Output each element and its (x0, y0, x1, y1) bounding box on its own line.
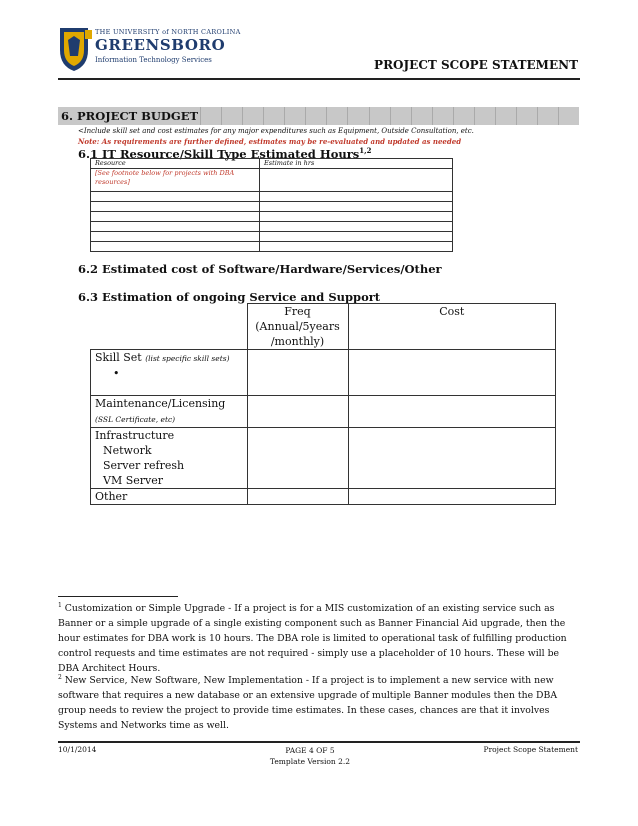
resource-cell[interactable] (91, 192, 260, 202)
header-divider (58, 78, 580, 80)
frequency-cell[interactable] (247, 350, 348, 396)
empty-corner-cell (91, 304, 248, 350)
table-row (91, 232, 453, 242)
estimate-cell[interactable] (260, 212, 453, 222)
estimate-cell[interactable] (260, 169, 453, 192)
frequency-cell[interactable] (247, 489, 348, 505)
table-row (91, 222, 453, 232)
footer-date: 10/1/2014 (58, 745, 97, 754)
cost-cell[interactable] (348, 396, 556, 428)
heading-6-3: 6.3 Estimation of ongoing Service and Support (78, 290, 381, 304)
footnote-divider (58, 596, 178, 597)
resource-hours-table (90, 158, 453, 252)
resource-cell[interactable] (91, 242, 260, 252)
estimate-cell[interactable] (260, 242, 453, 252)
table-header-row (91, 304, 556, 350)
table-row (91, 192, 453, 202)
footer-divider (58, 741, 580, 743)
bullet-icon: • (113, 367, 120, 380)
table-row (91, 350, 556, 396)
requirements-note: Note: As requirements are further defined, estimates may be re-evaluated and updated as needed (78, 137, 462, 146)
cost-cell[interactable] (348, 489, 556, 505)
table-row (91, 169, 453, 192)
table-row (91, 396, 556, 428)
section-title: 6. PROJECT BUDGET (61, 109, 199, 123)
resource-cell[interactable] (91, 212, 260, 222)
table-row (91, 242, 453, 252)
col-estimate: Estimate in hrs (260, 159, 453, 169)
table-row (91, 212, 453, 222)
logo-its-text: Information Technology Services (95, 56, 212, 64)
infra-item: VM Server (103, 474, 163, 487)
table-row (91, 489, 556, 505)
table-header-row (91, 159, 453, 169)
infrastructure-cell[interactable]: Infrastructure Network Server refresh VM Server (91, 428, 248, 489)
cost-cell[interactable] (348, 428, 556, 489)
footer-doc-label: Project Scope Statement (483, 745, 578, 754)
banner-grid (200, 107, 579, 125)
estimate-cell[interactable] (260, 232, 453, 242)
estimate-cell[interactable] (260, 222, 453, 232)
shield-icon (58, 26, 94, 72)
estimate-cell[interactable] (260, 192, 453, 202)
footnote-2: $^2$ New Service, New Software, New Implementation - If a project is to implement a new service with new software that requires a new database or an extensive upgrade of multiple Banner modules then the DBA group needs to review the project to provide time estimates. In these cases, chances are that it involves Systems and Networks time as well. (58, 674, 558, 732)
skill-set-cell[interactable]: Skill Set (list specific skill sets) • (91, 350, 248, 396)
instruction-note: <Include skill set and cost estimates for any major expenditures such as Equipment, Outside Consultation, etc. (78, 127, 474, 135)
maintenance-cell[interactable]: Maintenance/Licensing (SSL Certificate, etc) (91, 396, 248, 428)
resource-cell[interactable] (91, 202, 260, 212)
frequency-cell[interactable] (247, 428, 348, 489)
infra-item: Network (103, 444, 152, 457)
footer-page: PAGE 4 OF 5 Template Version 2.2 (269, 746, 351, 766)
cost-cell[interactable] (348, 350, 556, 396)
col-frequency: Freq (Annual/5years /monthly) (247, 304, 348, 350)
heading-6-1: 6.1 IT Resource/Skill Type Estimated Hours$^{1,2}$ (78, 146, 372, 161)
table-row (91, 202, 453, 212)
table-row (91, 428, 556, 489)
service-support-table (90, 303, 556, 505)
col-cost: Cost (348, 304, 556, 350)
document-title: PROJECT SCOPE STATEMENT (374, 58, 578, 72)
footnote-1: $^1$ Customization or Simple Upgrade - If a project is for a MIS customization of an existing service such as Banner or a simple upgrade of a single existing component such as Banner Financial Aid upgrade, then the hour estimates for DBA work is 10 hours. The DBA role is limited to operational task of fulfilling production control requests and time estimates are not required - simply use a placeholder of 10 hours. These will be DBA Architect Hours. (58, 602, 567, 675)
logo-greensboro-text: GREENSBORO (95, 36, 226, 54)
infra-item: Server refresh (103, 459, 185, 472)
logo-university-text: THE UNIVERSITY of NORTH CAROLINA (95, 28, 241, 36)
other-cell[interactable]: Other (91, 489, 248, 505)
resource-cell[interactable] (91, 222, 260, 232)
col-resource: Resource (91, 159, 260, 169)
footnote-hint-cell[interactable]: [See footnote below for projects with DBA resources] (91, 169, 260, 192)
frequency-cell[interactable] (247, 396, 348, 428)
estimate-cell[interactable] (260, 202, 453, 212)
heading-6-2: 6.2 Estimated cost of Software/Hardware/Services/Other (78, 262, 442, 276)
resource-cell[interactable] (91, 232, 260, 242)
